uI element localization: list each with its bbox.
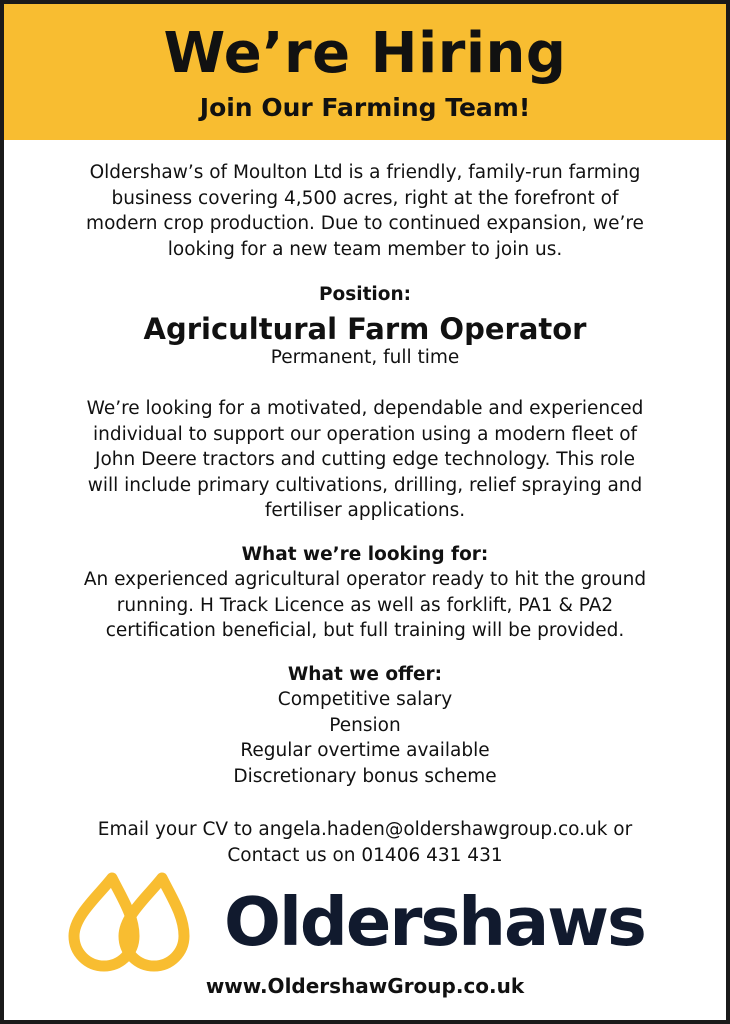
intro-paragraph xyxy=(24,160,706,262)
website-url[interactable]: www.OldershawGroup.co.uk xyxy=(205,974,525,998)
twin-drop-logo-icon xyxy=(64,872,224,972)
looking-for-text xyxy=(24,567,706,644)
logo-wordmark: Oldershaws xyxy=(224,883,645,961)
intro-line: Oldershaw’s of Moulton Ltd is a friendly, family-run farming xyxy=(89,162,641,183)
description-line: We’re looking for a motivated, dependable and experienced xyxy=(86,398,644,419)
looking-for-heading: What we’re looking for: xyxy=(241,543,489,565)
oldershaws-logo xyxy=(64,872,674,972)
intro-line: business covering 4,500 acres, right at the forefront of xyxy=(111,187,619,209)
contact-phone-line: Contact us on 01406 431 431 xyxy=(227,844,503,866)
description-line: will include primary cultivations, drilling, relief spraying and xyxy=(87,474,643,496)
contact-email-line: Email your CV to angela.haden@oldershawgroup.co.uk or xyxy=(97,819,633,840)
description-line: fertiliser applications. xyxy=(264,500,466,521)
hiring-banner xyxy=(4,4,726,140)
offer-item: Discretionary bonus scheme xyxy=(233,765,497,787)
contact-block xyxy=(24,817,706,868)
intro-line: looking for a new team member to join us. xyxy=(167,238,563,260)
position-label: Position: xyxy=(318,284,412,305)
role-description xyxy=(24,396,706,524)
offer-list xyxy=(24,687,706,789)
description-line: John Deere tractors and cutting edge technology. This role xyxy=(95,449,635,470)
position-type: Permanent, full time xyxy=(270,347,460,368)
offer-item: Competitive salary xyxy=(277,689,453,710)
offer-item: Pension xyxy=(329,714,401,736)
looking-for-line: An experienced agricultural operator ready to hit the ground xyxy=(83,569,647,590)
looking-for-line: certification beneficial, but full training will be provided. xyxy=(105,620,625,641)
offer-item: Regular overtime available xyxy=(240,740,490,761)
looking-for-line: running. H Track Licence as well as forklift, PA1 & PA2 xyxy=(116,594,614,616)
banner-subtitle: Join Our Farming Team! xyxy=(199,93,531,122)
advert-content xyxy=(24,160,706,868)
offer-heading: What we offer: xyxy=(287,663,443,685)
description-line: individual to support our operation using a modern fleet of xyxy=(92,423,638,445)
banner-title: We’re Hiring xyxy=(163,21,567,86)
intro-line: modern crop production. Due to continued expansion, we’re xyxy=(86,213,644,234)
position-title: Agricultural Farm Operator xyxy=(143,312,587,346)
